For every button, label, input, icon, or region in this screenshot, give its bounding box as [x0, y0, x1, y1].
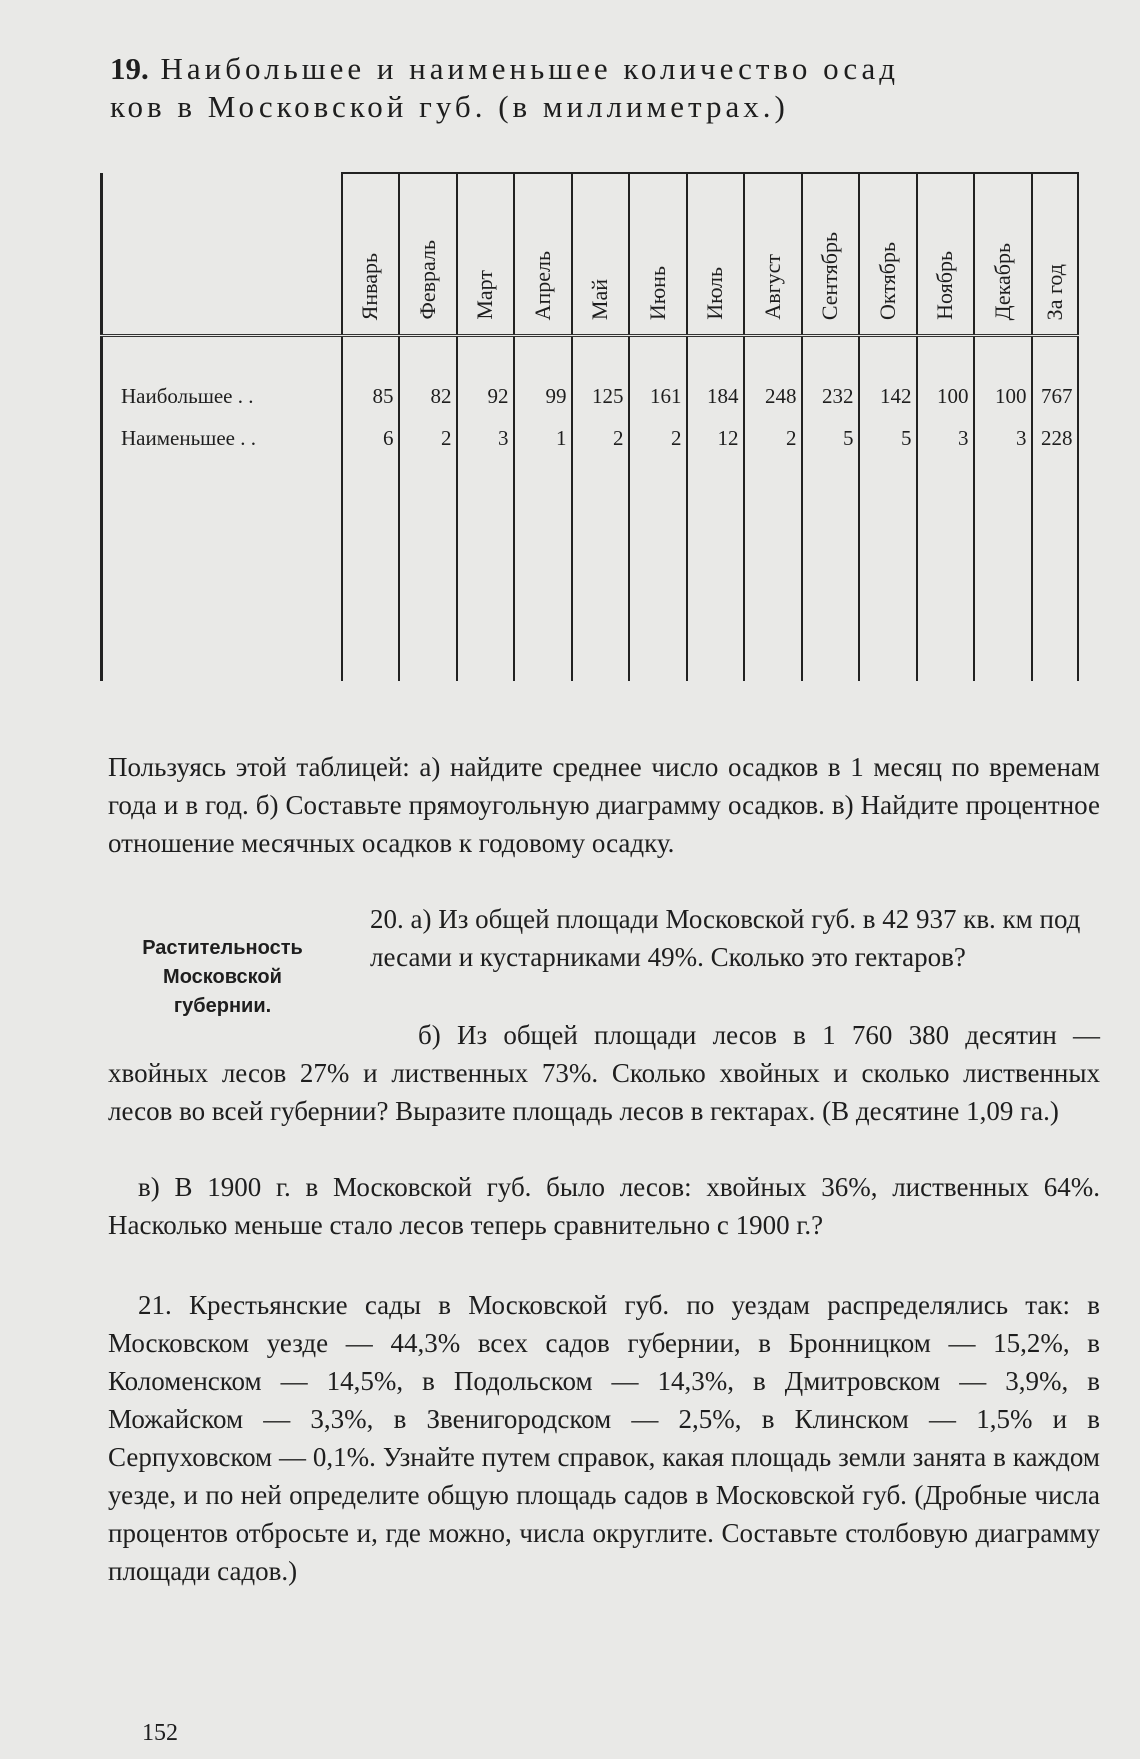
value-cell: 184 — [687, 359, 744, 413]
spacer-row — [102, 463, 1078, 681]
task-20a-paragraph: 20. а) Из общей площади Московской губ. в 42 937 кв. км под лесами и кустарниками 49%. Сколько это гектаров? — [370, 904, 1081, 972]
month-label: Январь — [357, 252, 382, 320]
month-header — [399, 173, 457, 336]
value-cell: 100 — [974, 359, 1032, 413]
month-label: Июль — [702, 267, 727, 320]
month-header — [917, 173, 974, 336]
empty-cell — [802, 336, 859, 360]
month-label: Декабрь — [989, 242, 1015, 320]
value-cell: 6 — [342, 413, 399, 463]
month-header — [342, 173, 399, 336]
empty-cell — [917, 463, 974, 681]
row-label: Наибольшее . . — [102, 359, 342, 413]
heading-line1: Наибольшее и наименьшее количество осад — [160, 51, 900, 86]
empty-cell — [859, 336, 917, 360]
month-label: Сентябрь — [817, 231, 842, 320]
empty-cell — [687, 463, 744, 681]
empty-cell — [102, 463, 342, 681]
value-cell: 85 — [342, 359, 399, 413]
empty-cell — [514, 463, 572, 681]
value-cell: 2 — [744, 413, 802, 463]
empty-cell — [744, 463, 802, 681]
empty-cell — [859, 463, 917, 681]
empty-cell — [629, 336, 687, 360]
month-header — [457, 173, 514, 336]
table-row — [102, 413, 1078, 463]
empty-cell — [1032, 463, 1078, 681]
month-header — [974, 173, 1032, 336]
value-cell: 2 — [399, 413, 457, 463]
month-label: За год — [1041, 263, 1067, 320]
value-cell: 100 — [917, 359, 974, 413]
value-cell: 82 — [399, 359, 457, 413]
month-header — [744, 173, 802, 336]
month-header — [629, 173, 687, 336]
value-cell: 5 — [802, 413, 859, 463]
month-header — [687, 173, 744, 336]
empty-cell — [802, 463, 859, 681]
heading-number: 19. — [110, 51, 149, 86]
value-cell: 2 — [572, 413, 629, 463]
value-cell: 232 — [802, 359, 859, 413]
month-label: Май — [587, 278, 612, 320]
month-label: Октябрь — [874, 242, 900, 320]
task-20b-paragraph: б) Из общей площади лесов в 1 760 380 десятин — хвойных лесов 27% и лиственных 73%. Сколько хвойных и сколько лиственных лесов во всей губернии? Выразите площадь лесов в гектарах. (В десятине 1,09 га.) — [108, 1020, 1100, 1126]
month-header — [802, 173, 859, 336]
table-row — [102, 359, 1078, 413]
month-label: Июнь — [644, 265, 670, 320]
empty-cell — [687, 336, 744, 360]
value-cell: 2 — [629, 413, 687, 463]
task-21-paragraph: 21. Крестьянские сады в Московской губ. по уездам распределялись так: в Московском уезде — 44,3% всех садов губернии, в Бронницком — 15,2%, в Коломенском — 14,5%, в Подольском — 14,3%, в Дмитровском — 3,9%, в Можайском — 3,3%, в Звенигородском — 2,5%, в Клинском — 1,5% и в Серпуховском — 0,1%. Узнайте путем справок, какая площадь земли занята в каждом уезде, и по ней определите общую площадь садов в Московской губ. (Дробные числа процентов отбросьте и, где можно, числа округлите. Составьте столбовую диаграмму площади садов.) — [108, 1290, 1100, 1586]
empty-cell — [572, 463, 629, 681]
month-header-row — [102, 173, 1078, 336]
empty-cell — [102, 336, 342, 360]
month-header — [1032, 173, 1078, 336]
empty-cell — [744, 336, 802, 360]
precipitation-table — [100, 172, 1079, 681]
task-19-paragraph: Пользуясь этой таблицей: а) найдите среднее число осадков в 1 месяц по временам года и в год. б) Составьте прямоугольную диаграмму осадков. в) Найдите процентное отношение месячных осадков к годовому осадку. — [108, 752, 1100, 858]
value-cell: 125 — [572, 359, 629, 413]
month-header — [859, 173, 917, 336]
page-number: 152 — [142, 1720, 178, 1746]
empty-cell — [572, 336, 629, 360]
empty-cell — [399, 463, 457, 681]
month-label: Ноябрь — [932, 251, 957, 320]
empty-cell — [457, 336, 514, 360]
side-note: Растительность Московской губернии. — [142, 937, 303, 1017]
month-label: Февраль — [414, 240, 440, 320]
month-header — [572, 173, 629, 336]
empty-cell — [514, 336, 572, 360]
value-cell: 767 — [1032, 359, 1078, 413]
value-cell: 248 — [744, 359, 802, 413]
empty-cell — [342, 336, 399, 360]
value-cell: 228 — [1032, 413, 1078, 463]
spacer-row — [102, 336, 1078, 360]
value-cell: 12 — [687, 413, 744, 463]
value-cell: 3 — [457, 413, 514, 463]
table-heading — [110, 50, 1110, 126]
row-label: Наименьшее . . — [102, 413, 342, 463]
empty-cell — [974, 336, 1032, 360]
task-20c-paragraph: в) В 1900 г. в Московской губ. было лесов: хвойных 36%, лиственных 64%. Насколько меньше стало лесов теперь сравнительно с 1900 г.? — [108, 1172, 1100, 1240]
empty-cell — [457, 463, 514, 681]
empty-cell — [629, 463, 687, 681]
value-cell: 142 — [859, 359, 917, 413]
empty-cell — [342, 463, 399, 681]
value-cell: 5 — [859, 413, 917, 463]
month-label: Март — [472, 270, 497, 320]
value-cell: 1 — [514, 413, 572, 463]
empty-cell — [974, 463, 1032, 681]
value-cell: 99 — [514, 359, 572, 413]
empty-cell — [1032, 336, 1078, 360]
value-cell: 92 — [457, 359, 514, 413]
empty-cell — [399, 336, 457, 360]
value-cell: 3 — [917, 413, 974, 463]
month-header — [514, 173, 572, 336]
heading-line2: ков в Московской губ. (в миллиметрах.) — [110, 89, 789, 124]
empty-cell — [917, 336, 974, 360]
month-label: Август — [759, 254, 785, 320]
month-label: Апрель — [529, 250, 555, 320]
value-cell: 3 — [974, 413, 1032, 463]
value-cell: 161 — [629, 359, 687, 413]
stub-header — [102, 173, 342, 336]
